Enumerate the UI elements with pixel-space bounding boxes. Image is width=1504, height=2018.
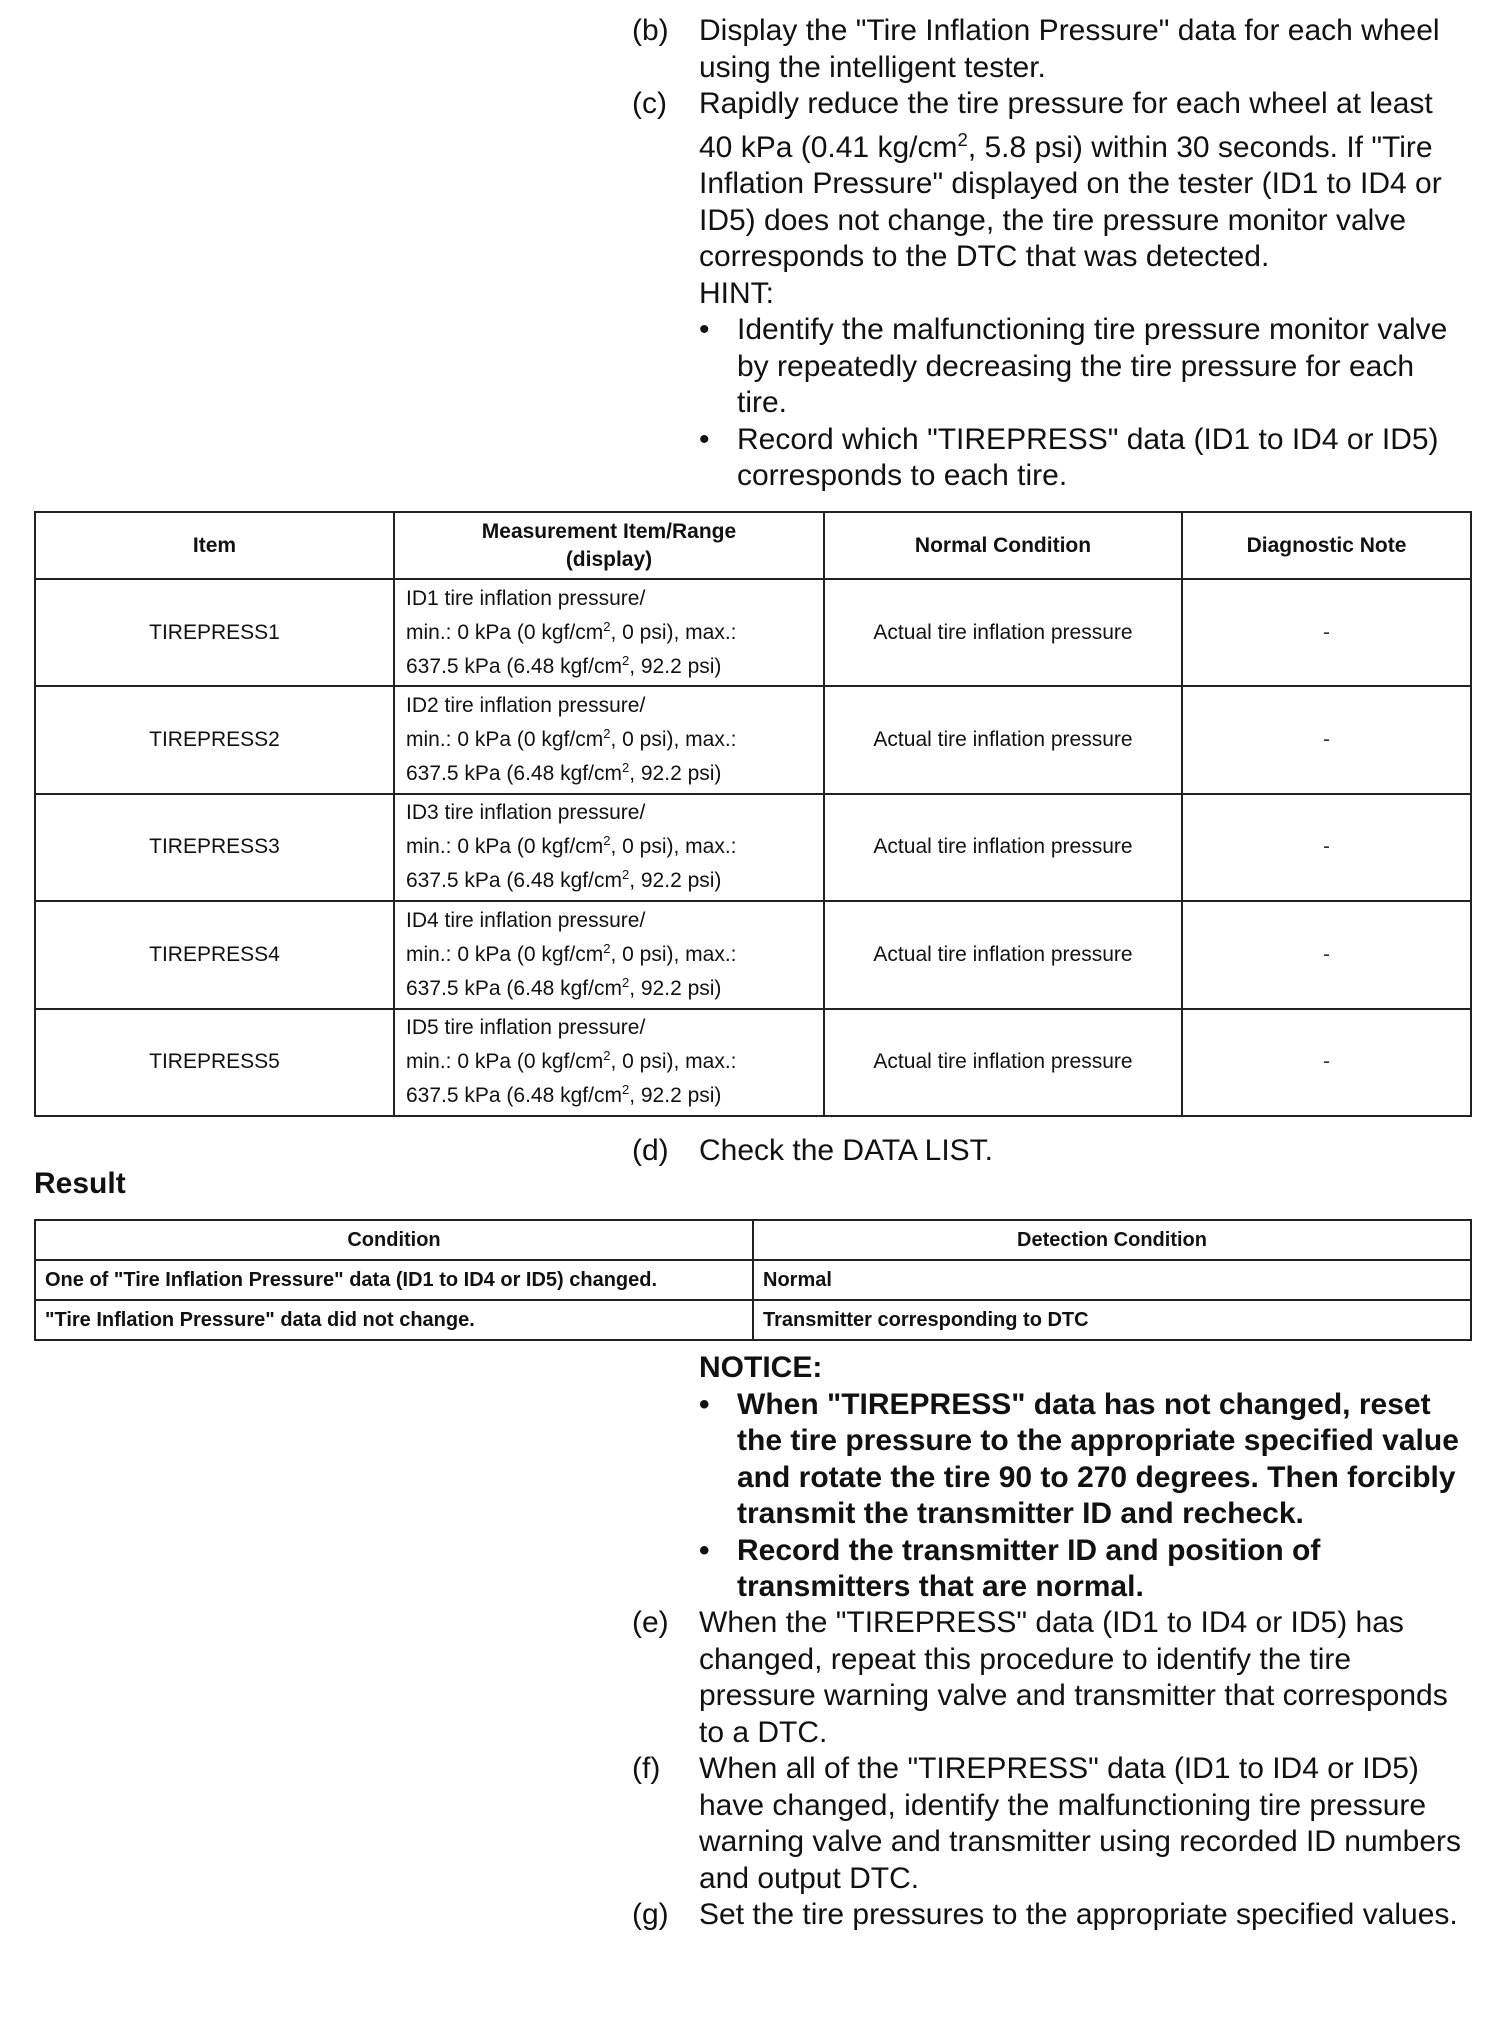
step-f-text: When all of the "TIREPRESS" data (ID1 to ID4 or ID5) have changed, identify the malfunctioning tire pressure warning valve and transmitter using recorded ID numbers and output DTC.: [699, 1752, 1462, 1895]
col-header-item: Item: [35, 512, 394, 579]
range-min-text: min.: 0 kPa (0 kgf/cm: [406, 942, 604, 966]
cell-item: TIREPRESS1: [35, 579, 394, 686]
range-max: [406, 1079, 822, 1113]
superscript: 2: [603, 940, 611, 956]
col-header-measurement-line2: (display): [565, 547, 653, 571]
table-row: [35, 686, 1471, 793]
range-min: [406, 616, 822, 650]
range-min: [406, 723, 822, 757]
step-g-label: (g): [632, 1898, 669, 1931]
range-max: [406, 972, 822, 1006]
cell-normal: Actual tire inflation pressure: [824, 579, 1182, 686]
cell-condition: "Tire Inflation Pressure" data did not change.: [35, 1300, 753, 1340]
superscript: 2: [603, 726, 611, 742]
table-row: [35, 1260, 1471, 1300]
hint-item: [699, 422, 1472, 495]
cell-note: -: [1182, 579, 1471, 686]
range-max-text: 637.5 kPa (6.48 kgf/cm: [406, 976, 622, 1000]
col-header-note: Diagnostic Note: [1182, 512, 1471, 579]
cell-note: -: [1182, 686, 1471, 793]
bullet-icon: •: [699, 1387, 710, 1421]
result-heading: Result: [34, 1167, 126, 1200]
superscript: 2: [621, 1082, 630, 1098]
cell-condition: One of "Tire Inflation Pressure" data (ID1 to ID4 or ID5) changed.: [35, 1260, 753, 1300]
col-header-measurement-line1: Measurement Item/Range: [481, 519, 737, 543]
cell-note: -: [1182, 1009, 1471, 1116]
notice-item: [699, 1387, 1479, 1533]
range-post-text: , 92.2 psi): [629, 1084, 722, 1108]
bullet-icon: •: [699, 1533, 710, 1567]
cell-measurement: [394, 686, 824, 793]
cell-note: -: [1182, 901, 1471, 1008]
table-row: [35, 794, 1471, 901]
cell-normal: Actual tire inflation pressure: [824, 901, 1182, 1008]
hint-item: [699, 312, 1472, 422]
measurement-title: ID4 tire inflation pressure/: [406, 908, 646, 932]
step-c-text-part2: , 5.8 psi) within 30 seconds. If "Tire Inflation Pressure" displayed on the tester (ID1 to ID4 or ID5) does not change, the tire pressure monitor valve corresponds to the DTC that was detected.: [699, 130, 1442, 273]
step-e-text: When the "TIREPRESS" data (ID1 to ID4 or ID5) has changed, repeat this procedure to identify the tire pressure warning valve and transmitter that corresponds to a DTC.: [699, 1606, 1448, 1749]
range-max-text: 637.5 kPa (6.48 kgf/cm: [406, 1084, 622, 1108]
notice-text: When "TIREPRESS" data has not changed, reset the tire pressure to the appropriate specified value and rotate the tire 90 to 270 degrees. Then forcibly transmit the transmitter ID and recheck.: [737, 1387, 1459, 1530]
col-header-measurement: [394, 512, 824, 579]
range-min: [406, 830, 822, 864]
range-post-text: , 92.2 psi): [629, 869, 722, 893]
table-header-row: [35, 512, 1471, 579]
cell-note: -: [1182, 794, 1471, 901]
range-post-text: , 92.2 psi): [629, 976, 722, 1000]
superscript: 2: [621, 760, 630, 776]
range-min-text: min.: 0 kPa (0 kgf/cm: [406, 835, 604, 859]
step-c-text-part1: 40 kPa (0.41 kg/cm: [699, 130, 958, 164]
range-min: [406, 938, 822, 972]
range-max: [406, 864, 822, 898]
range-max-text: 637.5 kPa (6.48 kgf/cm: [406, 654, 622, 678]
step-c-text: [699, 86, 1472, 495]
measurement-title: ID1 tire inflation pressure/: [406, 586, 646, 610]
step-e: [632, 1605, 1472, 1751]
cell-item: TIREPRESS5: [35, 1009, 394, 1116]
table-row: [35, 1009, 1471, 1116]
range-mid-text: , 0 psi), max.:: [610, 942, 737, 966]
cell-item: TIREPRESS4: [35, 901, 394, 1008]
cell-normal: Actual tire inflation pressure: [824, 1009, 1182, 1116]
range-max-text: 637.5 kPa (6.48 kgf/cm: [406, 869, 622, 893]
col-header-detection: Detection Condition: [753, 1220, 1471, 1260]
bullet-icon: •: [699, 422, 710, 456]
step-f-label: (f): [632, 1752, 661, 1785]
step-c-line1: Rapidly reduce the tire pressure for each wheel at least: [699, 87, 1433, 120]
table-row: [35, 1300, 1471, 1340]
range-mid-text: , 0 psi), max.:: [610, 728, 737, 752]
cell-measurement: [394, 901, 824, 1008]
superscript: 2: [621, 867, 630, 883]
range-min-text: min.: 0 kPa (0 kgf/cm: [406, 1050, 604, 1074]
notice-text: Record the transmitter ID and position of transmitters that are normal.: [737, 1533, 1321, 1603]
result-table: [34, 1219, 1472, 1341]
step-g-text: Set the tire pressures to the appropriate specified values.: [699, 1898, 1458, 1931]
cell-detection: Normal: [753, 1260, 1471, 1300]
superscript: 2: [621, 652, 630, 668]
step-d-label: (d): [632, 1134, 669, 1167]
hint-text: Identify the malfunctioning tire pressure monitor valve by repeatedly decreasing the tire pressure for each tire.: [737, 313, 1448, 419]
range-post-text: , 92.2 psi): [629, 654, 722, 678]
col-header-condition: Condition: [35, 1220, 753, 1260]
step-e-label: (e): [632, 1606, 669, 1639]
cell-normal: Actual tire inflation pressure: [824, 794, 1182, 901]
cell-measurement: [394, 1009, 824, 1116]
step-b-label: (b): [632, 14, 669, 47]
range-mid-text: , 0 psi), max.:: [610, 620, 737, 644]
superscript: 2: [603, 1048, 611, 1064]
range-min: [406, 1045, 822, 1079]
hint-text: Record which "TIREPRESS" data (ID1 to ID4 or ID5) corresponds to each tire.: [737, 422, 1439, 492]
step-b-text: Display the "Tire Inflation Pressure" data for each wheel using the intelligent tester.: [699, 14, 1440, 84]
hint-label: HINT:: [699, 276, 774, 310]
notice-block: [699, 1350, 1479, 1606]
cell-item: TIREPRESS2: [35, 686, 394, 793]
range-max: [406, 757, 822, 791]
step-g: [632, 1897, 1472, 1934]
notice-label: NOTICE:: [699, 1351, 823, 1384]
cell-normal: Actual tire inflation pressure: [824, 686, 1182, 793]
cell-measurement: [394, 579, 824, 686]
measurement-title: ID3 tire inflation pressure/: [406, 801, 646, 825]
measurement-title: ID5 tire inflation pressure/: [406, 1016, 646, 1040]
range-min-text: min.: 0 kPa (0 kgf/cm: [406, 728, 604, 752]
superscript: 2: [603, 833, 611, 849]
table-row: [35, 579, 1471, 686]
step-c-body: [699, 130, 1472, 276]
range-max: [406, 650, 822, 684]
step-b: [632, 13, 1472, 86]
measurement-title: ID2 tire inflation pressure/: [406, 694, 646, 718]
cell-measurement: [394, 794, 824, 901]
data-list-table: [34, 511, 1472, 1117]
range-min-text: min.: 0 kPa (0 kgf/cm: [406, 620, 604, 644]
cell-item: TIREPRESS3: [35, 794, 394, 901]
bullet-icon: •: [699, 313, 710, 346]
notice-item: [699, 1533, 1479, 1606]
range-mid-text: , 0 psi), max.:: [610, 835, 737, 859]
range-mid-text: , 0 psi), max.:: [610, 1050, 737, 1074]
range-max-text: 637.5 kPa (6.48 kgf/cm: [406, 762, 622, 786]
step-d: [632, 1133, 1472, 1170]
step-d-text: Check the DATA LIST.: [699, 1134, 994, 1167]
table-header-row: [35, 1220, 1471, 1260]
step-c: [632, 86, 1472, 495]
superscript: 2: [603, 618, 611, 634]
range-post-text: , 92.2 psi): [629, 762, 722, 786]
superscript: 2: [957, 128, 968, 150]
cell-detection: Transmitter corresponding to DTC: [753, 1300, 1471, 1340]
table-row: [35, 901, 1471, 1008]
superscript: 2: [621, 974, 630, 990]
step-f: [632, 1751, 1472, 1897]
col-header-normal: Normal Condition: [824, 512, 1182, 579]
step-c-label: (c): [632, 87, 667, 120]
